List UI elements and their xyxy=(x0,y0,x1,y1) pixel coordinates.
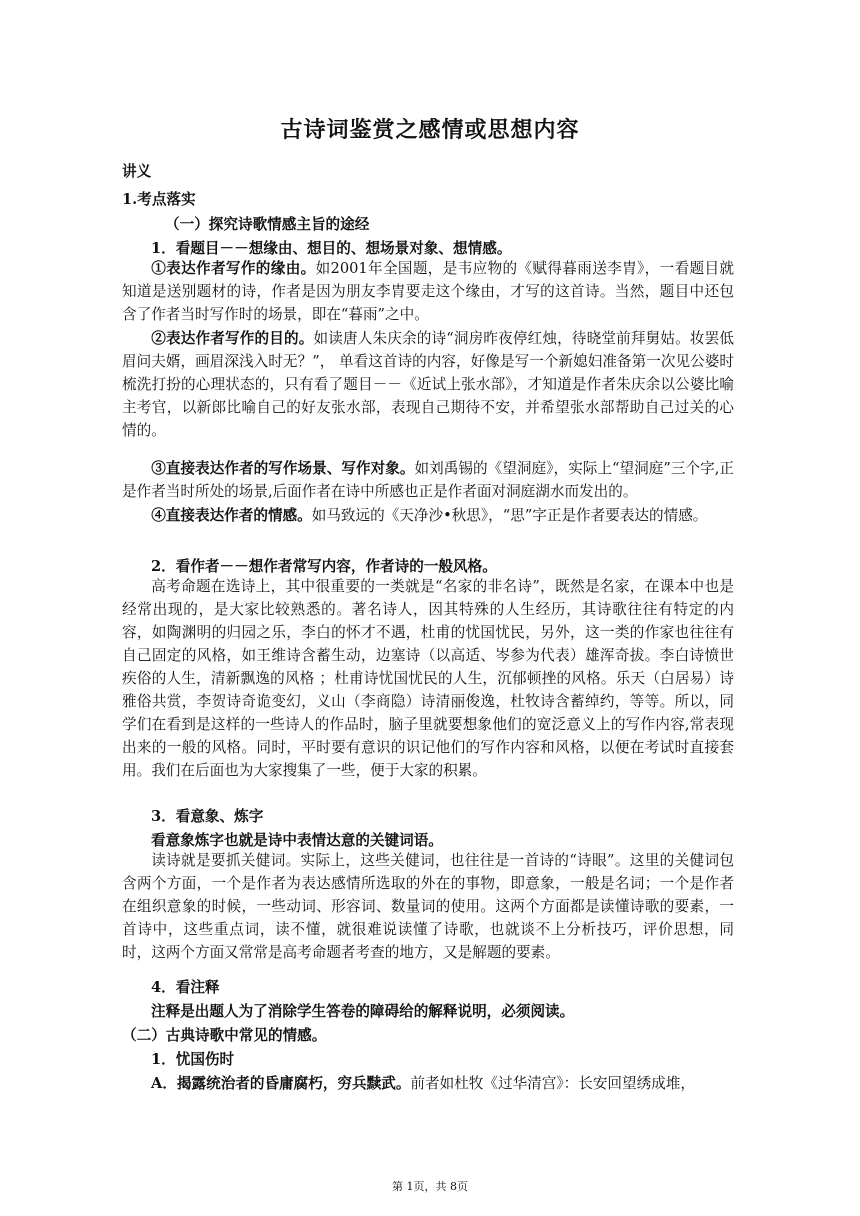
paragraph-a: A．揭露统治者的昏庸腐朽，穷兵黩武。前者如杜牧《过华清宫》：长安回望绣成堆， xyxy=(151,1075,695,1092)
subheading-4: 4．看注释 xyxy=(151,979,220,996)
heading-2b: （二）古典诗歌中常见的情感。 xyxy=(122,1027,327,1044)
subheading-4-note: 注释是出题人为了消除学生答卷的障碍给的解释说明，必须阅读。 xyxy=(151,1003,575,1020)
paragraph-3: ③直接表达作者的写作场景、写作对象。如刘禹锡的《望洞庭》，实际上“望洞庭”三个字,正是作者当时所处的场景,后面作者在诗中所感也正是作者面对洞庭湖水而发出的。 xyxy=(122,460,734,500)
paragraph-4: ④直接表达作者的情感。如马致远的《天净沙•秋思》，“思”字正是作者要表达的情感。 xyxy=(151,507,708,524)
paragraph-2: ②表达作者写作的目的。如读唐人朱庆余的诗“洞房昨夜停红烛，待晓堂前拜舅姑。妆罢低眉问夫婿，画眉深浅入时无？”， 单看这首诗的内容，好像是写一个新媳妇准备第一次见公婆时梳洗打扮的心理状态的，只有看了题目－－《近试上张水部》，才知道是作者朱庆余以公婆比喻主考官，以新郎比喻自己的好友张水部，表现自己期待不安，并希望张水部帮助自己过关的心情的。 xyxy=(122,330,734,439)
subheading-3-note: 看意象炼字也就是诗中表情达意的关键词语。 xyxy=(151,832,443,849)
subheading-2: 2．看作者－－想作者常写内容，作者诗的一般风格。 xyxy=(151,558,497,575)
paragraph-5: 高考命题在选诗上，其中很重要的一类就是“名家的非名诗”，既然是名家，在课本中也是经常出现的，是大家比较熟悉的。著名诗人，因其特殊的人生经历，其诗歌往往有特定的内容，如陶渊明的归园之乐，李白的怀才不遇，杜甫的忧国忧民，另外，这一类的作家也往往有自己固定的风格，如王维诗含蓄生动，边塞诗（以高适、岑参为代表）雄浑奇拔。李白诗愤世疾俗的人生，清新飘逸的风格 ；杜甫诗忧国忧民的人生，沉郁顿挫的风格。乐天（白居易）诗雅俗共赏，李贺诗奇诡变幻，义山（李商隐）诗清丽俊逸，杜牧诗含蓄绰约，等等。所以，同学们在看到是这样的一些诗人的作品时，脑子里就要想象他们的宽泛意义上的写作内容,常表现出来的一般的风格。同时，平时要有意识的识记他们的写作内容和风格，以便在考试时直接套用。我们在后面也为大家搜集了一些，便于大家的积累。 xyxy=(122,578,734,779)
page-footer: 第 1页，共 8页 xyxy=(392,1180,468,1193)
paragraph-1: ①表达作者写作的缘由。如2001年全国题，是韦应物的《赋得暮雨送李胄》，一看题目就知道是送别题材的诗，作者是因为朋友李胄要走这个缘由，才写的这首诗。当然，题目中还包含了作者当时写作时的场景，即在“暮雨”之中。 xyxy=(122,260,734,323)
section-label: 讲义 xyxy=(122,163,152,180)
heading-2a: （一）探究诗歌情感主旨的途经 xyxy=(165,216,370,233)
subheading-1: 1．看题目－－想缘由、想目的、想场景对象、想情感。 xyxy=(151,240,512,257)
subheading-5: 1．忧国伤时 xyxy=(151,1051,235,1068)
page-title: 古诗词鉴赏之感情或思想内容 xyxy=(280,118,580,143)
heading-1: 1.考点落实 xyxy=(122,191,196,208)
paragraph-6: 读诗就是要抓关健词。实际上，这些关健词，也往往是一首诗的“诗眼”。这里的关健词包含两个方面，一个是作者为表达感情所选取的外在的事物，即意象，一般是名词；一个是作者在组织意象的时候，一些动词、形容词、数量词的使用。这两个方面都是读懂诗歌的要素，一首诗中，这些重点词，读不懂，就很难说读懂了诗歌，也就谈不上分析技巧，评价思想，同时，这两个方面又常常是高考命题者考查的地方，又是解题的要素。 xyxy=(122,852,734,961)
subheading-3: 3．看意象、炼字 xyxy=(151,808,264,825)
